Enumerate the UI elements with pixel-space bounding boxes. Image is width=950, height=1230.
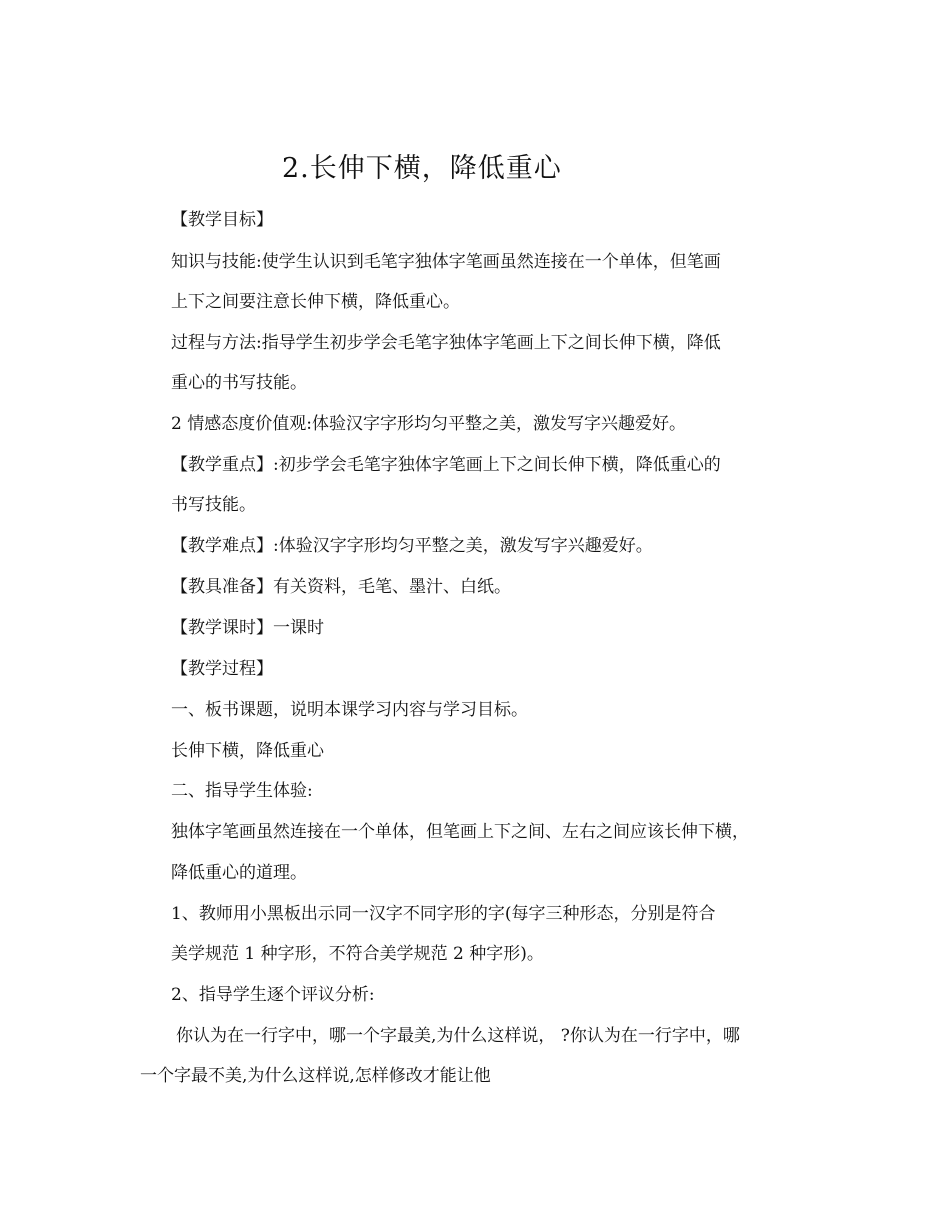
paragraph-line: 2 情感态度价值观:体验汉字字形均匀平整之美，激发写字兴趣爱好。 <box>171 414 686 434</box>
paragraph-line: 过程与方法:指导学生初步学会毛笔字独体字笔画上下之间长伸下横，降低 <box>171 333 721 353</box>
paragraph-line: 上下之间要注意长伸下横，降低重心。 <box>171 292 460 312</box>
section-heading-key-points: 【教学重点】:初步学会毛笔字独体字笔画上下之间长伸下横，降低重心的 <box>171 455 721 475</box>
paragraph-line: 知识与技能:使学生认识到毛笔字独体字笔画虽然连接在一个单体，但笔画 <box>171 252 721 272</box>
paragraph-line: 长伸下横，降低重心 <box>171 741 324 761</box>
section-heading-objectives: 【教学目标】 <box>171 210 273 230</box>
section-heading-class-hours: 【教学课时】一课时 <box>171 618 324 638</box>
paragraph-line: 降低重心的道理。 <box>171 863 307 883</box>
paragraph-line: 2、指导学生逐个评议分析: <box>171 985 375 1005</box>
paragraph-line: 一个字最不美,为什么这样说,怎样修改才能让他 <box>140 1066 491 1086</box>
paragraph-line: 独体字笔画虽然连接在一个单体，但笔画上下之间、左右之间应该长伸下横， <box>171 822 749 842</box>
document-title: 2.长伸下横，降低重心 <box>282 153 562 184</box>
paragraph-line: 1、教师用小黑板出示同一汉字不同字形的字(每字三种形态，分别是符合 <box>171 904 716 924</box>
paragraph-line: 二、指导学生体验: <box>171 781 313 801</box>
paragraph-line: 重心的书写技能。 <box>171 373 307 393</box>
section-heading-process: 【教学过程】 <box>171 659 273 679</box>
paragraph-line: 一、板书课题，说明本课学习内容与学习目标。 <box>171 700 528 720</box>
paragraph-line: 书写技能。 <box>171 495 256 515</box>
section-heading-difficulties: 【教学难点】:体验汉字字形均匀平整之美，激发写字兴趣爱好。 <box>171 536 653 556</box>
paragraph-line: 你认为在一行字中，哪一个字最美,为什么这样说， ?你认为在一行字中，哪 <box>176 1026 740 1046</box>
section-heading-materials: 【教具准备】有关资料，毛笔、墨汁、白纸。 <box>171 577 511 597</box>
paragraph-line: 美学规范 1 种字形，不符合美学规范 2 种字形)。 <box>171 944 544 964</box>
